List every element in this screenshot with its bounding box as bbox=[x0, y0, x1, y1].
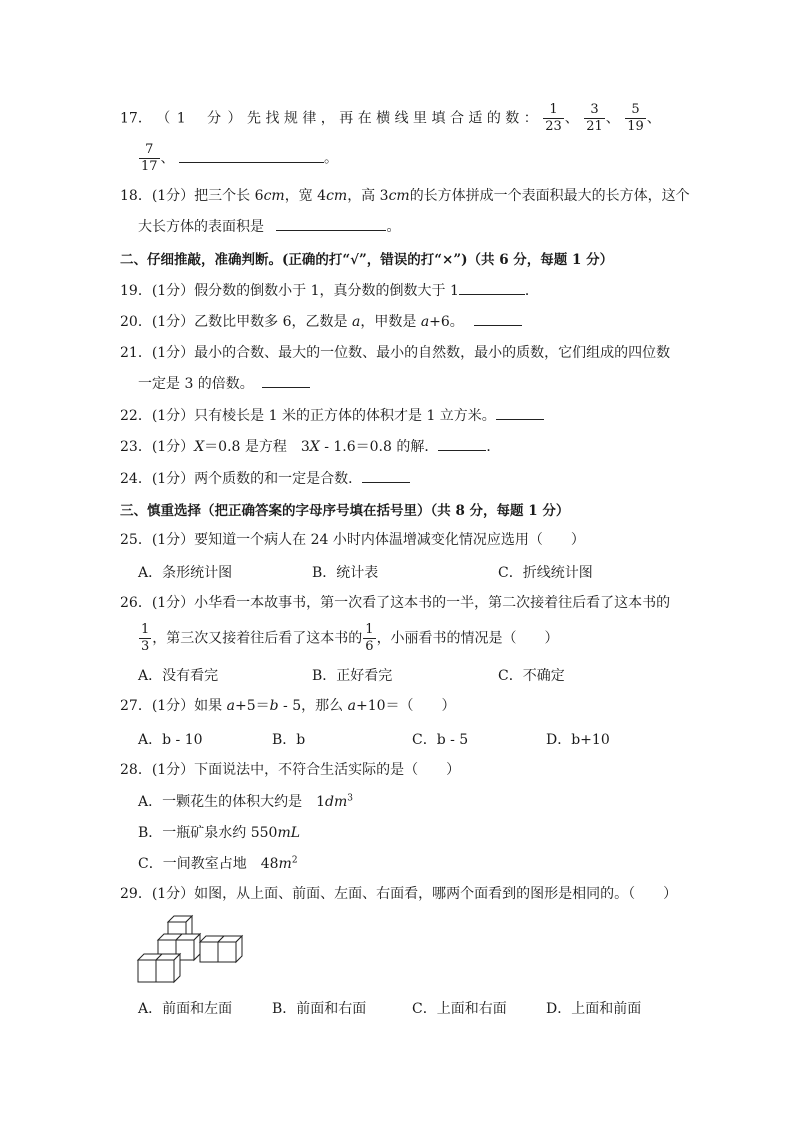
question-25: 25．(1分）要知道一个病人在 24 小时内体温增减变化情况应选用（ ） bbox=[120, 532, 585, 548]
q27-option-b[interactable]: B．b bbox=[272, 732, 306, 748]
question-18-line2: 大长方体的表面积是 。 bbox=[138, 216, 400, 237]
question-26-line2: $\frac{1}{3}$ ，第三次又接着往后看了这本书的 $\frac{1}{6}$ ，小丽看书的情况是（ ） bbox=[141, 622, 559, 654]
fraction-1-23: $\frac{1}{23}$ bbox=[545, 102, 562, 134]
question-18: 18．(1分）把三个长 6cm，宽 4cm，高 3cm的长方体拼成一个表面积最大的长方体，这个 bbox=[120, 188, 690, 204]
section-3-heading: 三、慎重选择（把正确答案的字母序号填在括号里）（共 8 分，每题 1 分） bbox=[120, 503, 570, 519]
question-21-line2: 一定是 3 的倍数。 bbox=[138, 373, 310, 394]
q29-option-c[interactable]: C．上面和右面 bbox=[412, 1001, 507, 1017]
q27-option-d[interactable]: D．b+10 bbox=[546, 732, 610, 748]
question-28: 28．(1分）下面说法中，不符合生活实际的是（ ） bbox=[120, 762, 461, 778]
answer-blank[interactable] bbox=[179, 148, 324, 163]
fraction-3-21: $\frac{3}{21}$ bbox=[586, 102, 603, 134]
fraction-1-3: $\frac{1}{3}$ bbox=[141, 622, 150, 654]
question-26: 26．(1分）小华看一本故事书，第一次看了这本书的一半，第二次接着往后看了这本书的 bbox=[120, 595, 671, 611]
cube-figure bbox=[136, 908, 244, 988]
fraction-5-19: $\frac{5}{19}$ bbox=[627, 102, 644, 134]
q26-option-a[interactable]: A．没有看完 bbox=[138, 668, 219, 684]
section-2-heading: 二、仔细推敲，准确判断。(正确的打“√”，错误的打“×”)（共 6 分，每题 1 分） bbox=[120, 252, 614, 268]
answer-blank[interactable] bbox=[474, 311, 522, 326]
question-24: 24．(1分）两个质数的和一定是合数． bbox=[120, 468, 410, 489]
answer-blank[interactable] bbox=[362, 468, 410, 483]
q29-option-d[interactable]: D．上面和前面 bbox=[546, 1001, 642, 1017]
q27-option-a[interactable]: A．b - 10 bbox=[138, 732, 203, 748]
question-23: 23．(1分）X＝0.8 是方程 3X - 1.6＝0.8 的解． ． bbox=[120, 436, 500, 457]
q28-option-c[interactable]: C．一间教室占地 $48m^2$ bbox=[138, 855, 298, 872]
cube-right-2 bbox=[218, 936, 242, 962]
answer-blank[interactable] bbox=[262, 373, 310, 388]
question-22: 22．(1分）只有棱长是 1 米的正方体的体积才是 1 立方米。 bbox=[120, 405, 544, 426]
q25-option-c[interactable]: C．折线统计图 bbox=[498, 565, 593, 581]
question-29: 29．(1分）如图，从上面、前面、左面、右面看，哪两个面看到的图形是相同的。（ ） bbox=[120, 886, 678, 902]
question-17: 17． （ 1 分 ） 先 找 规 律 ， 再 在 横 线 里 填 合 适 的 数 ： $\frac{1}{23}$ 、 $\frac{3}{21}$ 、 $\frac{5}{19}$ 、 bbox=[120, 102, 661, 134]
cube-front-center bbox=[156, 954, 180, 982]
q27-option-c[interactable]: C．b - 5 bbox=[412, 732, 469, 748]
question-27: 27．(1分）如果 a+5＝b - 5，那么 a+10＝（ ） bbox=[120, 698, 456, 714]
question-19: 19．(1分）假分数的倒数小于 1，真分数的倒数大于 1 ． bbox=[120, 280, 539, 301]
q26-option-b[interactable]: B．正好看完 bbox=[312, 668, 393, 684]
q26-option-c[interactable]: C．不确定 bbox=[498, 668, 565, 684]
q25-option-b[interactable]: B．统计表 bbox=[312, 565, 379, 581]
fraction-7-17: $\frac{7}{17}$ bbox=[141, 142, 158, 174]
answer-blank[interactable] bbox=[459, 280, 525, 295]
fraction-1-6: $\frac{1}{6}$ bbox=[365, 622, 374, 654]
q29-option-b[interactable]: B．前面和右面 bbox=[272, 1001, 367, 1017]
q28-option-b[interactable]: B．一瓶矿泉水约 550mL bbox=[138, 825, 301, 841]
question-20: 20．(1分）乙数比甲数多 6，乙数是 a，甲数是 a+6。 bbox=[120, 311, 522, 332]
q29-option-a[interactable]: A．前面和左面 bbox=[138, 1001, 233, 1017]
q28-option-a[interactable]: A．一颗花生的体积大约是 $1dm^3$ bbox=[138, 793, 354, 810]
answer-blank[interactable] bbox=[438, 436, 486, 451]
question-21: 21．(1分）最小的合数、最大的一位数、最小的自然数，最小的质数，它们组成的四位数 bbox=[120, 345, 671, 361]
answer-blank[interactable] bbox=[276, 216, 386, 231]
q25-option-a[interactable]: A．条形统计图 bbox=[138, 565, 233, 581]
answer-blank[interactable] bbox=[496, 405, 544, 420]
question-17-line2: $\frac{7}{17}$ 、 。 bbox=[141, 142, 338, 174]
